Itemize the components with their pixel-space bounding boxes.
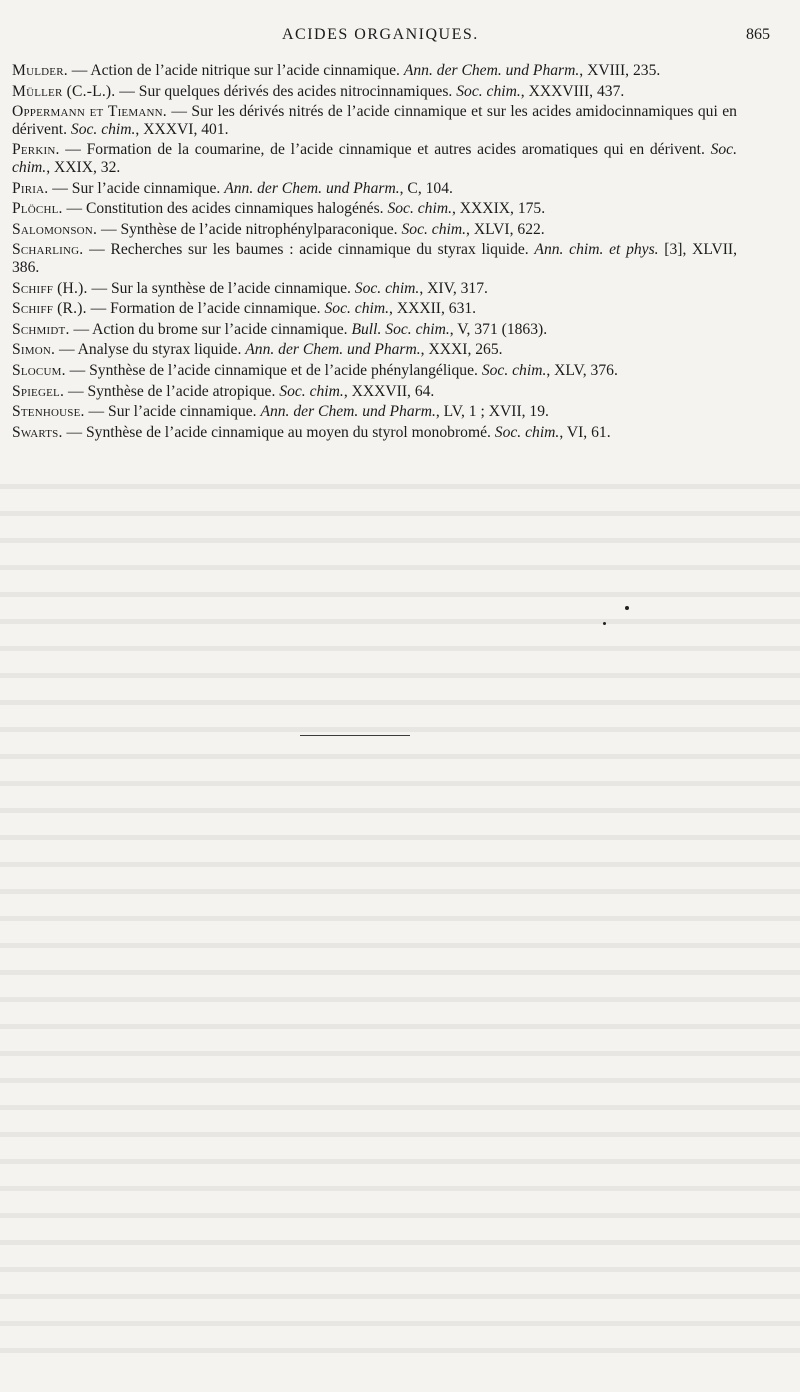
- entry-journal: Soc. chim.: [12, 141, 737, 176]
- entry-author: Oppermann et Tiemann.: [12, 103, 167, 121]
- entry-citation: , XXXII, 631.: [389, 300, 477, 318]
- entry-author: Schmidt.: [12, 320, 70, 338]
- bibliography-entry: [12, 300, 737, 318]
- entry-title: — Formation de l’acide cinnamique.: [86, 300, 325, 318]
- bibliography-entry: [12, 200, 737, 218]
- entry-title: — Sur l’acide cinnamique.: [48, 179, 225, 197]
- entry-citation: , XLV, 376.: [546, 361, 618, 379]
- ink-speck: [603, 622, 606, 625]
- entry-author: Piria.: [12, 179, 49, 197]
- page-header: [12, 26, 770, 52]
- bibliography-entry: [12, 321, 737, 339]
- entry-journal: Soc. chim.: [401, 220, 467, 238]
- entry-title: — Analyse du styrax liquide.: [55, 341, 246, 359]
- entry-citation: , XIV, 317.: [419, 279, 488, 297]
- entry-title: — Sur quelques dérivés des acides nitrocinnamiques.: [115, 82, 457, 100]
- entry-title: — Synthèse de l’acide atropique.: [64, 382, 280, 400]
- entry-citation: , XXIX, 32.: [46, 158, 121, 176]
- entry-citation: , VI, 61.: [559, 423, 611, 441]
- entry-title: — Sur la synthèse de l’acide cinnamique.: [87, 279, 355, 297]
- entry-journal: Ann. chim. et phys.: [534, 241, 659, 259]
- entry-author: Müller (C.-L.).: [12, 82, 116, 100]
- entry-journal: Ann. der Chem. und Pharm.: [245, 341, 421, 359]
- entry-citation: , XXXVI, 401.: [135, 120, 229, 138]
- entry-citation: , V, 371 (1863).: [449, 320, 548, 338]
- entry-author: Simon.: [12, 341, 56, 359]
- entry-journal: Soc. chim.: [456, 82, 521, 100]
- page-number: 865: [746, 26, 770, 43]
- entry-author: Schiff (R.).: [12, 300, 87, 318]
- entry-author: Mulder.: [12, 62, 68, 79]
- entry-author: Stenhouse.: [12, 403, 85, 421]
- bibliography-list: [12, 62, 737, 444]
- entry-citation: , XXXVIII, 437.: [520, 82, 625, 100]
- entry-title: — Constitution des acides cinnamiques halogénés.: [62, 200, 388, 218]
- bibliography-entry: [12, 141, 737, 176]
- entry-citation: , XVIII, 235.: [579, 62, 661, 79]
- entry-journal: Soc. chim.: [324, 300, 390, 318]
- entry-citation: , XXXI, 265.: [420, 341, 503, 359]
- entry-citation: , XLVI, 622.: [466, 220, 545, 238]
- entry-journal: Bull. Soc. chim.: [351, 320, 450, 338]
- section-divider: [300, 735, 410, 736]
- ink-speck: [625, 606, 629, 610]
- entry-author: Spiegel.: [12, 382, 65, 400]
- entry-journal: Ann. der Chem. und Pharm.: [224, 179, 400, 197]
- entry-journal: Ann. der Chem. und Pharm.: [403, 62, 580, 79]
- entry-author: Plöchl.: [12, 200, 63, 218]
- bleed-through-texture: [0, 470, 800, 1370]
- entry-title: — Action du brome sur l’acide cinnamique.: [69, 320, 352, 338]
- entry-journal: Ann. der Chem. und Pharm.: [260, 403, 436, 421]
- bibliography-entry: [12, 362, 737, 380]
- entry-citation: [3], XLVII, 386.: [12, 241, 737, 276]
- bibliography-entry: [12, 62, 737, 80]
- entry-author: Schiff (H.).: [12, 279, 88, 297]
- entry-author: Perkin.: [12, 141, 60, 159]
- entry-author: Salomonson.: [12, 220, 98, 238]
- bibliography-entry: [12, 280, 737, 298]
- entry-author: Scharling.: [12, 241, 84, 259]
- entry-author: Swarts.: [12, 423, 63, 441]
- bibliography-entry: [12, 383, 737, 401]
- entry-author: Slocum.: [12, 361, 66, 379]
- entry-journal: Soc. chim.: [494, 423, 560, 441]
- entry-journal: Soc. chim.: [70, 120, 136, 138]
- entry-journal: Soc. chim.: [387, 200, 452, 218]
- entry-title: — Recherches sur les baumes : acide cinnamique du styrax liquide.: [83, 241, 535, 259]
- entry-title: — Synthèse de l’acide cinnamique au moyen du styrol monobromé.: [62, 423, 495, 441]
- entry-journal: Soc. chim.: [279, 382, 344, 400]
- bibliography-entry: [12, 341, 737, 359]
- bibliography-entry: [12, 221, 737, 239]
- entry-title: — Action de l’acide nitrique sur l’acide cinnamique.: [67, 62, 404, 79]
- entry-title: — Synthèse de l’acide nitrophénylparaconique.: [97, 220, 402, 238]
- bibliography-entry: [12, 424, 737, 442]
- entry-title: — Synthèse de l’acide cinnamique et de l’acide phénylangélique.: [65, 361, 482, 379]
- running-title: ACIDES ORGANIQUES.: [282, 26, 479, 43]
- entry-citation: , C, 104.: [399, 179, 453, 197]
- bibliography-entry: [12, 241, 737, 276]
- entry-title: — Sur l’acide cinnamique.: [84, 403, 261, 421]
- entry-citation: , XXXIX, 175.: [451, 200, 546, 218]
- entry-citation: , LV, 1 ; XVII, 19.: [435, 403, 549, 421]
- entry-title: — Sur les dérivés nitrés de l’acide cinnamique et sur les acides amidocinnamiques qui en dérivent.: [12, 103, 737, 138]
- entry-journal: Soc. chim.: [354, 279, 420, 297]
- entry-journal: Soc. chim.: [481, 361, 547, 379]
- bibliography-entry: [12, 403, 737, 421]
- bibliography-entry: [12, 103, 737, 138]
- entry-citation: , XXXVII, 64.: [343, 382, 435, 400]
- bibliography-entry: [12, 83, 737, 101]
- bibliography-entry: [12, 180, 737, 198]
- entry-title: — Formation de la coumarine, de l’acide cinnamique et autres acides aromatiques qui en dérivent.: [59, 141, 711, 159]
